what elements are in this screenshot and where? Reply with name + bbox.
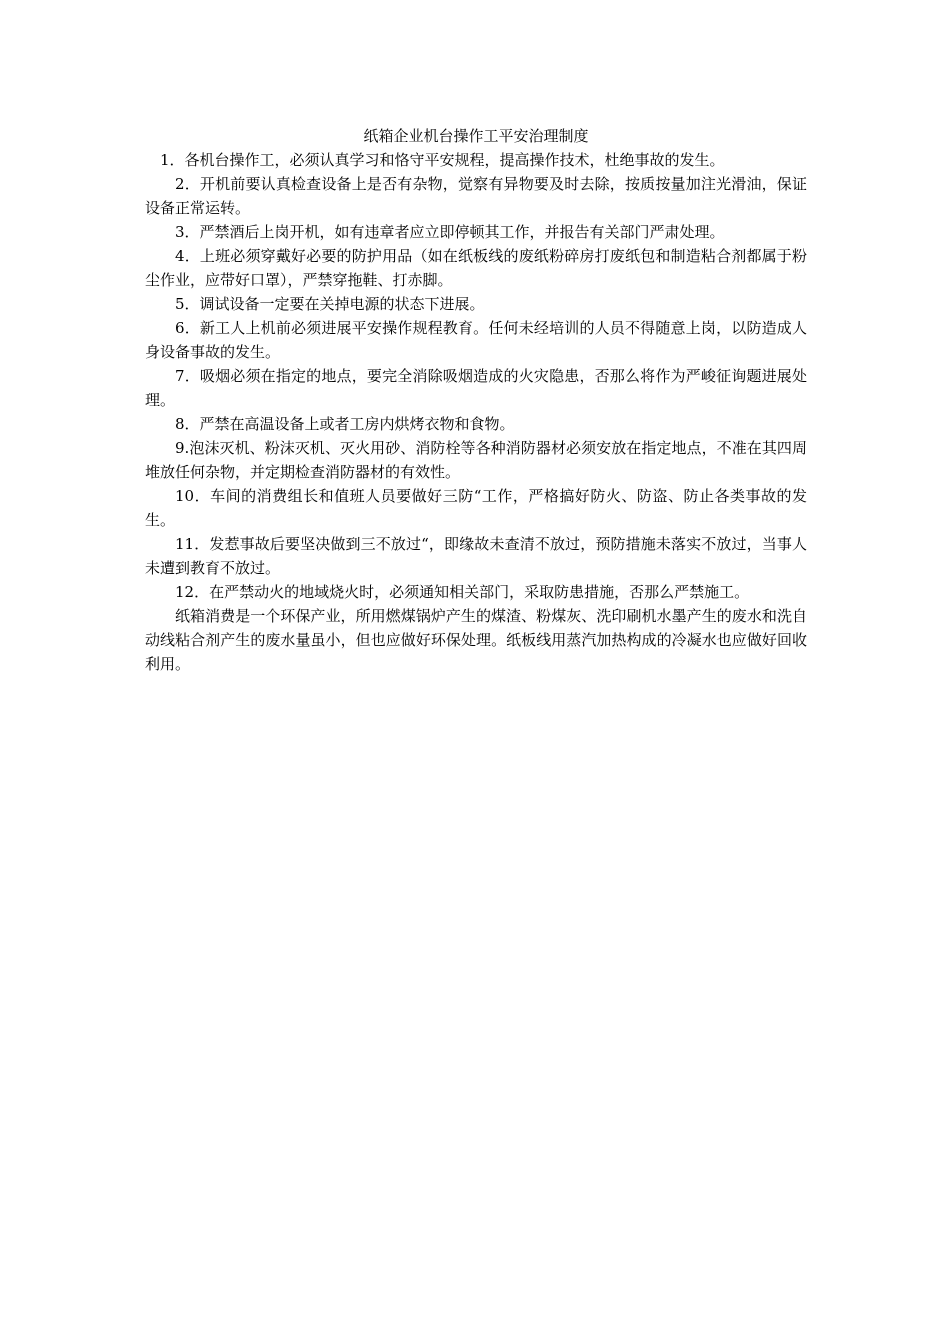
closing-paragraph: 纸箱消费是一个环保产业，所用燃煤锅炉产生的煤渣、粉煤灰、洗印刷机水墨产生的废水和洗自动线粘合剂产生的废水量虽小，但也应做好环保处理。纸板线用蒸汽加热构成的冷凝水也应做好回收利用。 bbox=[145, 607, 807, 673]
rule-paragraph-3: 3．严禁酒后上岗开机，如有违章者应立即停顿其工作，并报告有关部门严肃处理。 bbox=[175, 223, 725, 241]
rule-paragraph-7: 7．吸烟必须在指定的地点，要完全消除吸烟造成的火灾隐患，否那么将作为严峻征询题进展处理。 bbox=[145, 367, 807, 409]
rule-paragraph-11: 11．发惹事故后要坚决做到三不放过“，即缘故未查清不放过，预防措施未落实不放过，当事人未遭到教育不放过。 bbox=[145, 535, 807, 577]
rule-paragraph-1: 1．各机台操作工，必须认真学习和恪守平安规程，提高操作技术，杜绝事故的发生。 bbox=[160, 151, 725, 169]
document-title: 纸箱企业机台操作工平安治理制度 bbox=[363, 127, 589, 145]
rule-paragraph-9: 9.泡沫灭机、粉沫灭机、灭火用砂、消防栓等各种消防器材必须安放在指定地点，不准在其四周堆放任何杂物，并定期检查消防器材的有效性。 bbox=[145, 439, 807, 481]
rule-paragraph-5: 5．调试设备一定要在关掉电源的状态下进展。 bbox=[175, 295, 485, 313]
rule-paragraph-8: 8．严禁在高温设备上或者工房内烘烤衣物和食物。 bbox=[175, 415, 515, 433]
rule-paragraph-12: 12．在严禁动火的地域烧火时，必须通知相关部门，采取防患措施，否那么严禁施工。 bbox=[175, 583, 750, 601]
rule-paragraph-4: 4．上班必须穿戴好必要的防护用品（如在纸板线的废纸粉碎房打废纸包和制造粘合剂都属于粉尘作业，应带好口罩），严禁穿拖鞋、打赤脚。 bbox=[145, 247, 807, 289]
rule-paragraph-2: 2．开机前要认真检查设备上是否有杂物，觉察有异物要及时去除，按质按量加注光滑油，保证设备正常运转。 bbox=[145, 175, 807, 217]
rule-paragraph-6: 6．新工人上机前必须进展平安操作规程教育。任何未经培训的人员不得随意上岗，以防造成人身设备事故的发生。 bbox=[145, 319, 807, 361]
rule-paragraph-10: 10．车间的消费组长和值班人员要做好三防“工作，严格搞好防火、防盗、防止各类事故的发生。 bbox=[145, 487, 807, 529]
document-page bbox=[145, 124, 807, 676]
